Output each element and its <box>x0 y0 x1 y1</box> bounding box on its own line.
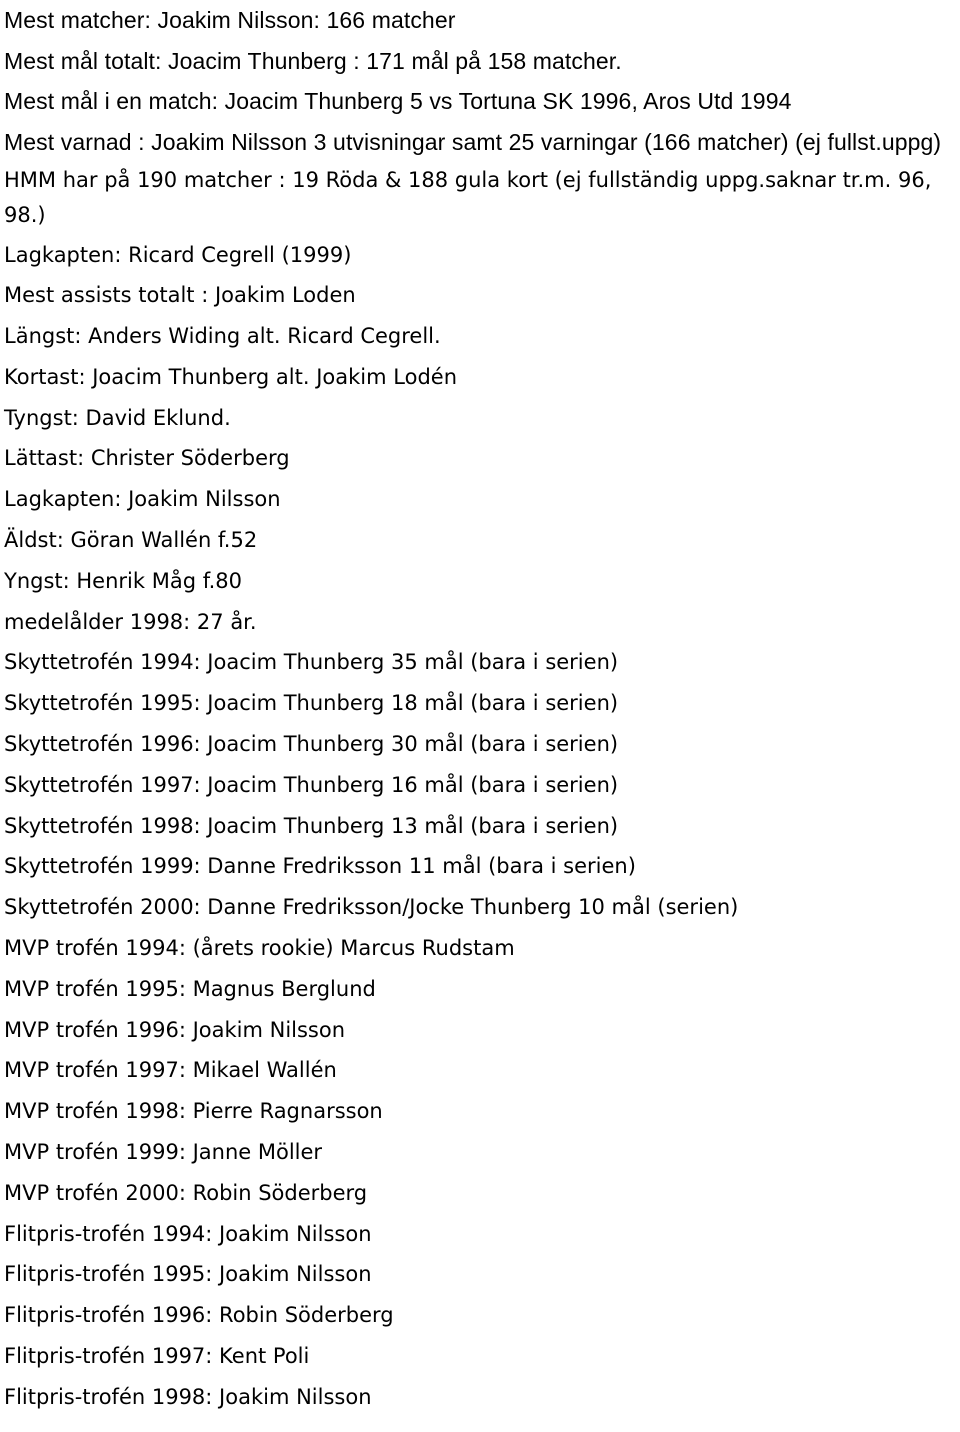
mvp-line: MVP trofén 1994: (årets rookie) Marcus Rudstam <box>4 936 515 961</box>
mvp-line: MVP trofén 1998: Pierre Ragnarsson <box>4 1099 383 1124</box>
fact-line: Lättast: Christer Söderberg <box>4 446 290 471</box>
fact-line: medelålder 1998: 27 år. <box>4 609 257 634</box>
flitpris-line: Flitpris-trofén 1997: Kent Poli <box>4 1344 310 1369</box>
mvp-line: MVP trofén 1999: Janne Möller <box>4 1140 323 1165</box>
skyttetrofen-section <box>4 642 956 928</box>
facts-section <box>4 235 956 643</box>
skyttetrofen-line: Skyttetrofén 1994: Joacim Thunberg 35 mål (bara i serien) <box>4 650 619 675</box>
mvp-line: MVP trofén 1996: Joakim Nilsson <box>4 1017 346 1042</box>
skyttetrofen-line: Skyttetrofén 1997: Joacim Thunberg 16 mål (bara i serien) <box>4 772 619 797</box>
fact-line: Tyngst: David Eklund. <box>4 405 231 430</box>
flitpris-line: Flitpris-trofén 1998: Joakim Nilsson <box>4 1384 372 1409</box>
document-page <box>4 0 956 1418</box>
flitpris-section <box>4 1214 956 1418</box>
flitpris-line: Flitpris-trofén 1995: Joakim Nilsson <box>4 1262 372 1287</box>
fact-line: Lagkapten: Joakim Nilsson <box>4 487 281 512</box>
record-most-cautioned: Mest varnad : Joakim Nilsson 3 utvisningar samt 25 varningar (166 matcher) (ej fullst.uppg) <box>4 128 942 155</box>
fact-line: Äldst: Göran Wallén f.52 <box>4 528 258 553</box>
fact-line: Längst: Anders Widing alt. Ricard Cegrell. <box>4 324 441 349</box>
skyttetrofen-line: Skyttetrofén 1996: Joacim Thunberg 30 mål (bara i serien) <box>4 732 619 757</box>
skyttetrofen-line: Skyttetrofén 1999: Danne Fredriksson 11 mål (bara i serien) <box>4 854 636 879</box>
flitpris-line: Flitpris-trofén 1996: Robin Söderberg <box>4 1303 394 1328</box>
record-most-goals-match: Mest mål i en match: Joacim Thunberg 5 vs Tortuna SK 1996, Aros Utd 1994 <box>4 88 792 114</box>
flitpris-line: Flitpris-trofén 1994: Joakim Nilsson <box>4 1221 372 1246</box>
fact-line: Kortast: Joacim Thunberg alt. Joakim Lodén <box>4 364 457 389</box>
skyttetrofen-line: Skyttetrofén 2000: Danne Fredriksson/Jocke Thunberg 10 mål (serien) <box>4 895 739 920</box>
cards-summary: HMM har på 190 matcher : 19 Röda & 188 gula kort (ej fullständig uppg.saknar tr.m. 96, 98.) <box>4 167 932 227</box>
record-most-goals-total: Mest mål totalt: Joacim Thunberg : 171 mål på 158 matcher. <box>4 47 622 74</box>
mvp-line: MVP trofén 2000: Robin Söderberg <box>4 1180 368 1205</box>
mvp-section <box>4 928 956 1214</box>
fact-line: Lagkapten: Ricard Cegrell (1999) <box>4 242 352 267</box>
record-most-matches: Mest matcher: Joakim Nilsson: 166 matcher <box>4 7 456 33</box>
mvp-line: MVP trofén 1997: Mikael Wallén <box>4 1058 337 1083</box>
skyttetrofen-line: Skyttetrofén 1998: Joacim Thunberg 13 mål (bara i serien) <box>4 813 619 838</box>
skyttetrofen-line: Skyttetrofén 1995: Joacim Thunberg 18 mål (bara i serien) <box>4 691 619 716</box>
fact-line: Mest assists totalt : Joakim Loden <box>4 283 356 308</box>
records-section <box>4 0 956 161</box>
mvp-line: MVP trofén 1995: Magnus Berglund <box>4 976 376 1001</box>
fact-line: Yngst: Henrik Måg f.80 <box>4 568 242 593</box>
